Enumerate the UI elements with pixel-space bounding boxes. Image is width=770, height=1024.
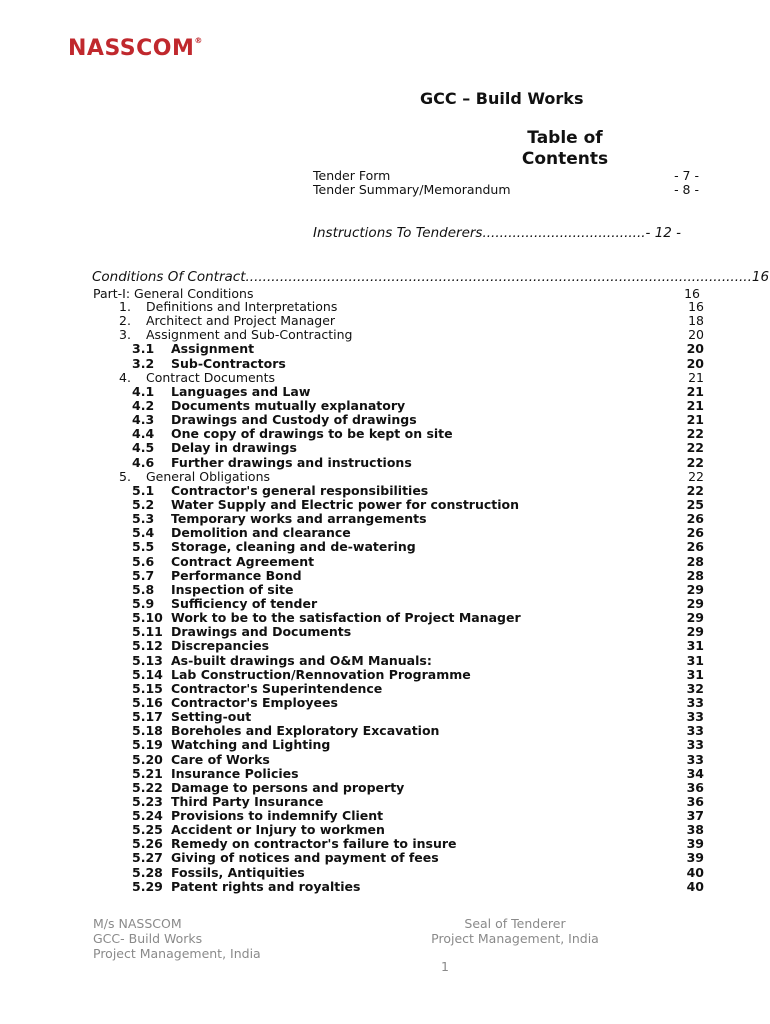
footer-right: [420, 916, 610, 946]
toc-entry-page: 29: [686, 610, 704, 626]
toc-entry-number: 3.2: [132, 355, 155, 371]
toc-entry-number: 5.3: [132, 511, 155, 527]
toc-entry[interactable]: [0, 795, 770, 809]
toc-entry-page: 29: [686, 624, 704, 640]
toc-entry-page: 31: [686, 666, 704, 682]
toc-entry[interactable]: [0, 484, 770, 498]
toc-entry[interactable]: [0, 866, 770, 880]
toc-entry-number: 5.4: [132, 525, 155, 541]
toc-entry-number: 5.22: [132, 779, 163, 795]
toc-entry-title: Delay in drawings: [171, 440, 297, 456]
conditions-page: 16: [751, 269, 770, 285]
part-title: Part-I: General Conditions: [93, 286, 254, 301]
toc-entry-number: 3.1: [132, 341, 155, 357]
toc-entry-number: 5.21: [132, 765, 163, 781]
toc-entry-number: 5.11: [132, 624, 163, 640]
toc-entry-page: 33: [686, 737, 704, 753]
toc-entry-title: Contract Documents: [146, 369, 276, 385]
toc-entry-page: 36: [686, 779, 704, 795]
toc-entry-page: 22: [686, 426, 704, 442]
toc-entry-title: Insurance Policies: [171, 765, 299, 781]
toc-conditions-link[interactable]: [92, 269, 770, 285]
registered-mark: ®: [194, 35, 203, 45]
toc-entry-number: 4.6: [132, 454, 155, 470]
toc-entry[interactable]: [0, 328, 770, 342]
toc-entry[interactable]: [0, 399, 770, 413]
document-title: GCC – Build Works: [420, 89, 584, 108]
toc-entry-title: Damage to persons and property: [171, 779, 405, 795]
toc-entry-page: 18: [688, 313, 704, 329]
toc-entry[interactable]: [0, 654, 770, 668]
toc-entry[interactable]: [0, 823, 770, 837]
toc-entry-number: 5.28: [132, 864, 163, 880]
toc-entry[interactable]: [0, 498, 770, 512]
toc-heading-line1: Table of: [527, 128, 603, 148]
footer-seal-department: Project Management, India: [431, 931, 599, 946]
conditions-title: Conditions Of Contract: [92, 269, 246, 285]
toc-entry-title: Setting-out: [171, 709, 252, 725]
toc-entry-page: 22: [686, 440, 704, 456]
toc-entry-number: 3.: [119, 327, 131, 343]
toc-entry[interactable]: [0, 710, 770, 724]
toc-entry-number: 5.1: [132, 482, 155, 498]
footer-company: M/s NASSCOM: [93, 916, 182, 931]
toc-entry-title: Inspection of site: [171, 581, 294, 597]
toc-entry-page: 20: [688, 327, 704, 343]
toc-entry-title: Work to be to the satisfaction of Project Manager: [171, 610, 521, 626]
toc-entry-page: 37: [686, 808, 704, 824]
toc-entry-page: 21: [686, 397, 704, 413]
toc-entry-page: 26: [686, 511, 704, 527]
toc-entry[interactable]: [0, 682, 770, 696]
toc-entry[interactable]: [0, 512, 770, 526]
toc-entry-title: Water Supply and Electric power for construction: [171, 496, 520, 512]
toc-entry[interactable]: [0, 371, 770, 385]
instructions-leader-dots: ......................................: [482, 225, 646, 241]
front-matter-row[interactable]: [313, 182, 699, 197]
toc-entry-page: 22: [688, 468, 704, 484]
toc-entry-page: 22: [686, 454, 704, 470]
toc-entry-page: 26: [686, 539, 704, 555]
toc-entry-page: 22: [686, 482, 704, 498]
toc-entry[interactable]: [0, 526, 770, 540]
toc-entry-page: 28: [686, 553, 704, 569]
toc-entry-number: 5.24: [132, 808, 163, 824]
toc-entry[interactable]: [0, 540, 770, 554]
toc-entry[interactable]: [0, 441, 770, 455]
toc-entry-title: Giving of notices and payment of fees: [171, 850, 439, 866]
front-matter-page: - 8 -: [674, 182, 699, 197]
toc-entry-page: 32: [686, 680, 704, 696]
toc-entry-page: 25: [686, 496, 704, 512]
footer-department: Project Management, India: [93, 946, 261, 961]
toc-entry-page: 38: [686, 822, 704, 838]
toc-entry-page: 20: [686, 355, 704, 371]
toc-entry-number: 5.15: [132, 680, 163, 696]
toc-entry-number: 5.6: [132, 553, 155, 569]
toc-entry[interactable]: [0, 300, 770, 314]
toc-entry-page: 34: [686, 765, 704, 781]
toc-entry-list: [0, 300, 770, 894]
toc-entry-page: 40: [686, 878, 704, 894]
toc-entry-title: Contractor's Superintendence: [171, 680, 383, 696]
toc-entry[interactable]: [0, 738, 770, 752]
toc-entry-title: Watching and Lighting: [171, 737, 331, 753]
toc-entry-number: 5.25: [132, 822, 163, 838]
toc-entry[interactable]: [0, 342, 770, 356]
toc-entry[interactable]: [0, 314, 770, 328]
toc-entry-number: 5.23: [132, 793, 163, 809]
toc-entry-number: 5.20: [132, 751, 163, 767]
toc-entry[interactable]: [0, 470, 770, 484]
front-matter-title: Tender Summary/Memorandum: [313, 182, 511, 197]
toc-entry[interactable]: [0, 413, 770, 427]
toc-entry-page: 36: [686, 793, 704, 809]
toc-entry-page: 40: [686, 864, 704, 880]
toc-entry-page: 21: [686, 383, 704, 399]
footer-left: [93, 916, 261, 961]
toc-entry-page: 39: [686, 836, 704, 852]
toc-entry-number: 5.16: [132, 694, 163, 710]
toc-instructions-link[interactable]: [313, 225, 715, 241]
toc-entry-title: General Obligations: [146, 468, 271, 484]
toc-entry-page: 33: [686, 723, 704, 739]
toc-entry-title: Third Party Insurance: [171, 793, 324, 809]
toc-entry[interactable]: [0, 385, 770, 399]
toc-entry[interactable]: [0, 880, 770, 894]
toc-entry-number: 5.7: [132, 567, 155, 583]
toc-entry-title: Languages and Law: [171, 383, 311, 399]
toc-entry-title: One copy of drawings to be kept on site: [171, 426, 453, 442]
toc-entry[interactable]: [0, 625, 770, 639]
toc-entry-page: 31: [686, 638, 704, 654]
instructions-page: - 12 -: [645, 225, 682, 241]
front-matter-page: - 7 -: [674, 168, 699, 183]
toc-entry[interactable]: [0, 555, 770, 569]
toc-entry[interactable]: [0, 809, 770, 823]
toc-entry-title: Architect and Project Manager: [146, 313, 336, 329]
toc-entry-title: Assignment: [171, 341, 255, 357]
toc-entry-title: Discrepancies: [171, 638, 270, 654]
toc-entry-number: 4.5: [132, 440, 155, 456]
conditions-leader-dots: ......................................................................................................................: [245, 269, 752, 285]
toc-entry-number: 5.5: [132, 539, 155, 555]
toc-entry-page: 31: [686, 652, 704, 668]
page-number: 1: [441, 959, 449, 974]
toc-entry-page: 39: [686, 850, 704, 866]
toc-heading: [490, 128, 640, 170]
toc-entry-page: 20: [686, 341, 704, 357]
part-page: 16: [684, 286, 700, 301]
toc-entry[interactable]: [0, 767, 770, 781]
toc-entry-title: Documents mutually explanatory: [171, 397, 406, 413]
toc-entry-number: 5.8: [132, 581, 155, 597]
toc-entry[interactable]: [0, 724, 770, 738]
toc-entry-number: 5.2: [132, 496, 155, 512]
front-matter-row[interactable]: [313, 168, 699, 183]
toc-entry-title: Boreholes and Exploratory Excavation: [171, 723, 440, 739]
toc-entry[interactable]: [0, 639, 770, 653]
toc-entry-title: Patent rights and royalties: [171, 878, 361, 894]
footer-document: GCC- Build Works: [93, 931, 203, 946]
toc-entry[interactable]: [0, 753, 770, 767]
toc-entry[interactable]: [0, 851, 770, 865]
toc-entry-number: 4.3: [132, 412, 155, 428]
toc-entry-title: Demolition and clearance: [171, 525, 351, 541]
toc-entry-title: Further drawings and instructions: [171, 454, 412, 470]
toc-entry-title: Definitions and Interpretations: [146, 299, 338, 314]
toc-entry-title: Lab Construction/Rennovation Programme: [171, 666, 471, 682]
toc-entry-number: 4.: [119, 369, 131, 385]
toc-entry-number: 5.14: [132, 666, 163, 682]
toc-entry-title: Sub-Contractors: [171, 355, 286, 371]
nasscom-logo: [68, 36, 203, 61]
toc-entry-title: Contractor's Employees: [171, 694, 338, 710]
toc-entry-number: 5.26: [132, 836, 163, 852]
toc-entry-number: 5.29: [132, 878, 163, 894]
toc-entry-number: 2.: [119, 313, 131, 329]
footer-seal-label: Seal of Tenderer: [464, 916, 566, 931]
toc-entry-page: 29: [686, 595, 704, 611]
toc-entry[interactable]: [0, 569, 770, 583]
toc-entry-number: 4.2: [132, 397, 155, 413]
front-matter-title: Tender Form: [313, 168, 391, 183]
toc-entry-page: 28: [686, 567, 704, 583]
toc-entry-number: 5.10: [132, 610, 163, 626]
toc-entry-number: 5.17: [132, 709, 163, 725]
toc-entry-title: Temporary works and arrangements: [171, 511, 427, 527]
instructions-title: Instructions To Tenderers: [313, 225, 483, 241]
toc-entry-title: Contractor's general responsibilities: [171, 482, 429, 498]
toc-entry-number: 5.12: [132, 638, 163, 654]
toc-entry[interactable]: [0, 456, 770, 470]
toc-entry-number: 5.19: [132, 737, 163, 753]
toc-entry[interactable]: [0, 837, 770, 851]
toc-entry-page: 16: [688, 299, 704, 314]
toc-entry-title: As-built drawings and O&M Manuals:: [171, 652, 432, 668]
toc-entry-title: Care of Works: [171, 751, 270, 767]
toc-entry-number: 5.27: [132, 850, 163, 866]
toc-entry-title: Fossils, Antiquities: [171, 864, 305, 880]
toc-entry-number: 1.: [119, 299, 131, 314]
toc-entry-page: 21: [686, 412, 704, 428]
toc-entry-number: 5.9: [132, 595, 155, 611]
toc-entry[interactable]: [0, 668, 770, 682]
toc-entry[interactable]: [0, 357, 770, 371]
toc-entry-title: Remedy on contractor's failure to insure: [171, 836, 457, 852]
toc-entry-title: Storage, cleaning and de-watering: [171, 539, 416, 555]
toc-entry[interactable]: [0, 597, 770, 611]
toc-entry[interactable]: [0, 696, 770, 710]
toc-entry-page: 33: [686, 751, 704, 767]
toc-entry-number: 4.1: [132, 383, 155, 399]
toc-entry-title: Assignment and Sub-Contracting: [146, 327, 353, 343]
toc-heading-line2: Contents: [521, 149, 609, 169]
toc-entry[interactable]: [0, 611, 770, 625]
toc-entry-page: 26: [686, 525, 704, 541]
toc-entry[interactable]: [0, 427, 770, 441]
toc-entry-page: 33: [686, 709, 704, 725]
toc-entry-title: Performance Bond: [171, 567, 302, 583]
toc-entry-title: Accident or Injury to workmen: [171, 822, 385, 838]
toc-entry[interactable]: [0, 781, 770, 795]
toc-entry-title: Sufficiency of tender: [171, 595, 318, 611]
toc-entry[interactable]: [0, 583, 770, 597]
toc-entry-page: 33: [686, 694, 704, 710]
toc-entry-page: 29: [686, 581, 704, 597]
toc-entry-title: Drawings and Custody of drawings: [171, 412, 417, 428]
toc-entry-title: Drawings and Documents: [171, 624, 352, 640]
toc-entry-title: Contract Agreement: [171, 553, 315, 569]
toc-entry-title: Provisions to indemnify Client: [171, 808, 384, 824]
toc-entry-page: 21: [688, 369, 704, 385]
toc-entry-number: 5.: [119, 468, 131, 484]
toc-entry-number: 5.13: [132, 652, 163, 668]
toc-entry-number: 5.18: [132, 723, 163, 739]
toc-entry-number: 4.4: [132, 426, 155, 442]
logo-text: NASSCOM: [68, 36, 195, 61]
